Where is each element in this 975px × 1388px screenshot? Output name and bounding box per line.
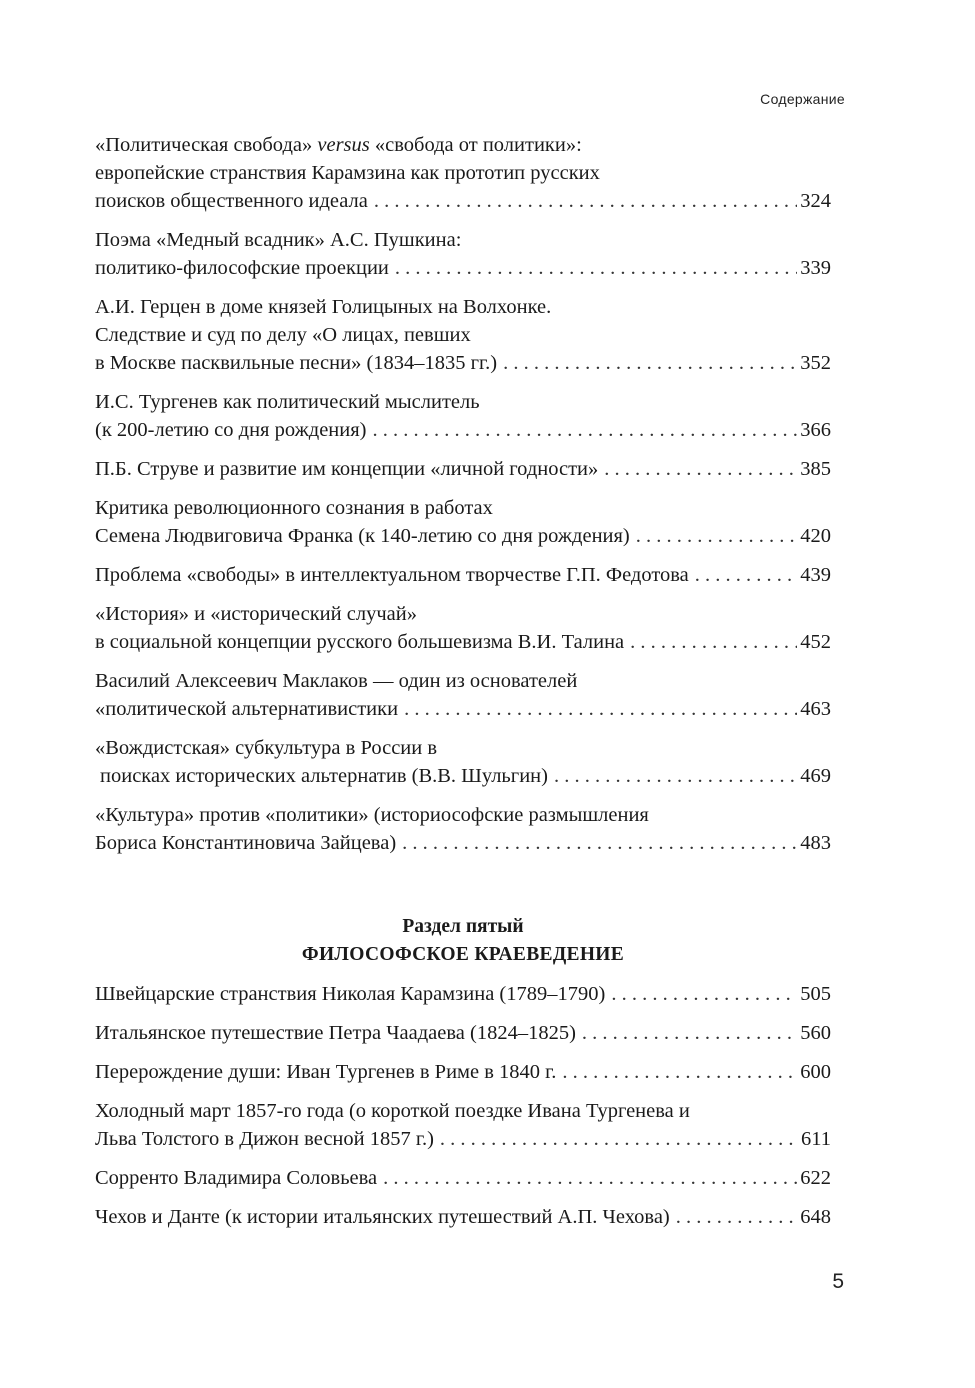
toc-page-number: 352 [800,352,831,374]
toc-entry-last-line [95,1019,831,1047]
toc-entry-text: политико-философские проекции [95,257,389,279]
toc-entry[interactable] [95,667,831,723]
dot-leader [604,455,797,483]
toc-entry[interactable] [95,734,831,790]
toc-entry[interactable] [95,1019,831,1047]
running-header: Содержание [760,91,845,107]
toc-entry-last-line [95,187,831,215]
toc-list [95,980,831,1242]
dot-leader [383,1164,797,1192]
toc-entry-line: «История» и «исторический случай» [95,603,417,625]
toc-list [95,131,831,868]
toc-page-number: 611 [801,1128,831,1150]
toc-entry-text: Швейцарские странствия Николая Карамзина (1789–1790) [95,983,606,1005]
section-label: Раздел пятый [402,916,524,937]
toc-entry-line: А.И. Герцен в доме князей Голицыных на Волхонке. [95,296,552,318]
toc-page-number: 463 [800,698,831,720]
toc-page-number: 505 [800,983,831,1005]
toc-page-number: 366 [800,419,831,441]
toc-entry-last-line [95,1203,831,1231]
toc-entry-text: Итальянское путешествие Петра Чаадаева (1824–1825) [95,1022,576,1044]
toc-page-number: 439 [800,564,831,586]
toc-entry-last-line [95,254,831,282]
toc-entry[interactable] [95,226,831,282]
toc-entry-last-line [95,1164,831,1192]
toc-entry-line: Василий Алексеевич Маклаков — один из основателей [95,670,578,692]
dot-leader [503,349,797,377]
toc-entry-last-line [95,628,831,656]
toc-entry-text: в социальной концепции русского большевизма В.И. Талина [95,631,625,653]
toc-entry-text: «политической альтернативистики [95,698,399,720]
toc-entry-last-line [95,349,831,377]
toc-entry-line: Поэма «Медный всадник» А.С. Пушкина: [95,229,462,251]
toc-entry-last-line [95,561,831,589]
toc-entry-last-line [95,416,831,444]
dot-leader [440,1125,798,1153]
toc-entry[interactable] [95,801,831,857]
toc-entry[interactable] [95,1058,831,1086]
dot-leader [630,628,797,656]
dot-leader [395,254,797,282]
section-title: ФИЛОСОФСКОЕ КРАЕВЕДЕНИЕ [301,944,625,965]
toc-entry-text: Проблема «свободы» в интеллектуальном творчестве Г.П. Федотова [95,564,689,586]
toc-entry-text: Сорренто Владимира Соловьева [95,1167,378,1189]
toc-entry[interactable] [95,561,831,589]
section-heading [95,913,831,969]
toc-entry-last-line [95,1058,831,1086]
toc-entry-text: Бориса Константиновича Зайцева) [95,832,397,854]
toc-entry-line: европейские странствия Карамзина как прототип русских [95,162,600,184]
toc-entry-text: Льва Толстого в Дижон весной 1857 г.) [95,1128,434,1150]
toc-entry-text: (к 200-летию со дня рождения) [95,419,367,441]
dot-leader [374,187,797,215]
toc-entry-last-line [95,522,831,550]
toc-entry-line: И.С. Тургенев как политический мыслитель [95,391,480,413]
toc-entry-last-line [95,829,831,857]
toc-entry-last-line [95,762,831,790]
toc-entry[interactable] [95,494,831,550]
toc-entry-text: поисках исторических альтернатив (В.В. Шульгин) [100,765,548,787]
toc-entry-last-line [95,695,831,723]
toc-page-number: 385 [800,458,831,480]
toc-page-number: 452 [800,631,831,653]
toc-entry-text: Семена Людвиговича Франка (к 140-летию со дня рождения) [95,525,630,547]
toc-entry-text: в Москве пасквильные песни» (1834–1835 гг.) [95,352,498,374]
dot-leader [562,1058,797,1086]
dot-leader [554,762,797,790]
toc-entry-text: Чехов и Данте (к истории итальянских путешествий А.П. Чехова) [95,1206,670,1228]
dot-leader [695,561,797,589]
toc-page-number: 420 [800,525,831,547]
toc-page-number: 560 [800,1022,831,1044]
toc-page-number: 469 [800,765,831,787]
toc-entry-last-line [95,455,831,483]
toc-page-number: 483 [800,832,831,854]
toc-page-number: 648 [800,1206,831,1228]
toc-entry-line: Критика революционного сознания в работах [95,497,493,519]
toc-entry-text: поисков общественного идеала [95,190,368,212]
toc-entry[interactable] [95,1203,831,1231]
toc-entry-line: Следствие и суд по делу «О лицах, певших [95,324,471,346]
toc-entry[interactable] [95,131,831,215]
toc-entry[interactable] [95,293,831,377]
dot-leader [582,1019,797,1047]
toc-entry[interactable] [95,1097,831,1153]
toc-entry-line: Холодный март 1857-го года (о короткой поездке Ивана Тургенева и [95,1100,690,1122]
toc-entry-line: «Политическая свобода» versus «свобода от политики»: [95,134,582,156]
toc-page-number: 600 [800,1061,831,1083]
toc-entry-text: Перерождение души: Иван Тургенев в Риме в 1840 г. [95,1061,557,1083]
toc-entry-last-line [95,980,831,1008]
dot-leader [404,695,797,723]
toc-entry[interactable] [95,1164,831,1192]
dot-leader [611,980,797,1008]
toc-entry-text: П.Б. Струве и развитие им концепции «личной годности» [95,458,599,480]
dot-leader [676,1203,797,1231]
toc-page-number: 339 [800,257,831,279]
dot-leader [636,522,797,550]
toc-page-number: 622 [800,1167,831,1189]
toc-page-number: 324 [800,190,831,212]
toc-entry[interactable] [95,980,831,1008]
page-number: 5 [832,1270,844,1293]
toc-entry-line: «Вождистская» субкультура в России в [95,737,438,759]
toc-entry[interactable] [95,600,831,656]
toc-entry[interactable] [95,455,831,483]
toc-entry[interactable] [95,388,831,444]
toc-entry-line: «Культура» против «политики» (историософские размышления [95,804,649,826]
toc-entry-last-line [95,1125,831,1153]
dot-leader [373,416,798,444]
dot-leader [402,829,797,857]
